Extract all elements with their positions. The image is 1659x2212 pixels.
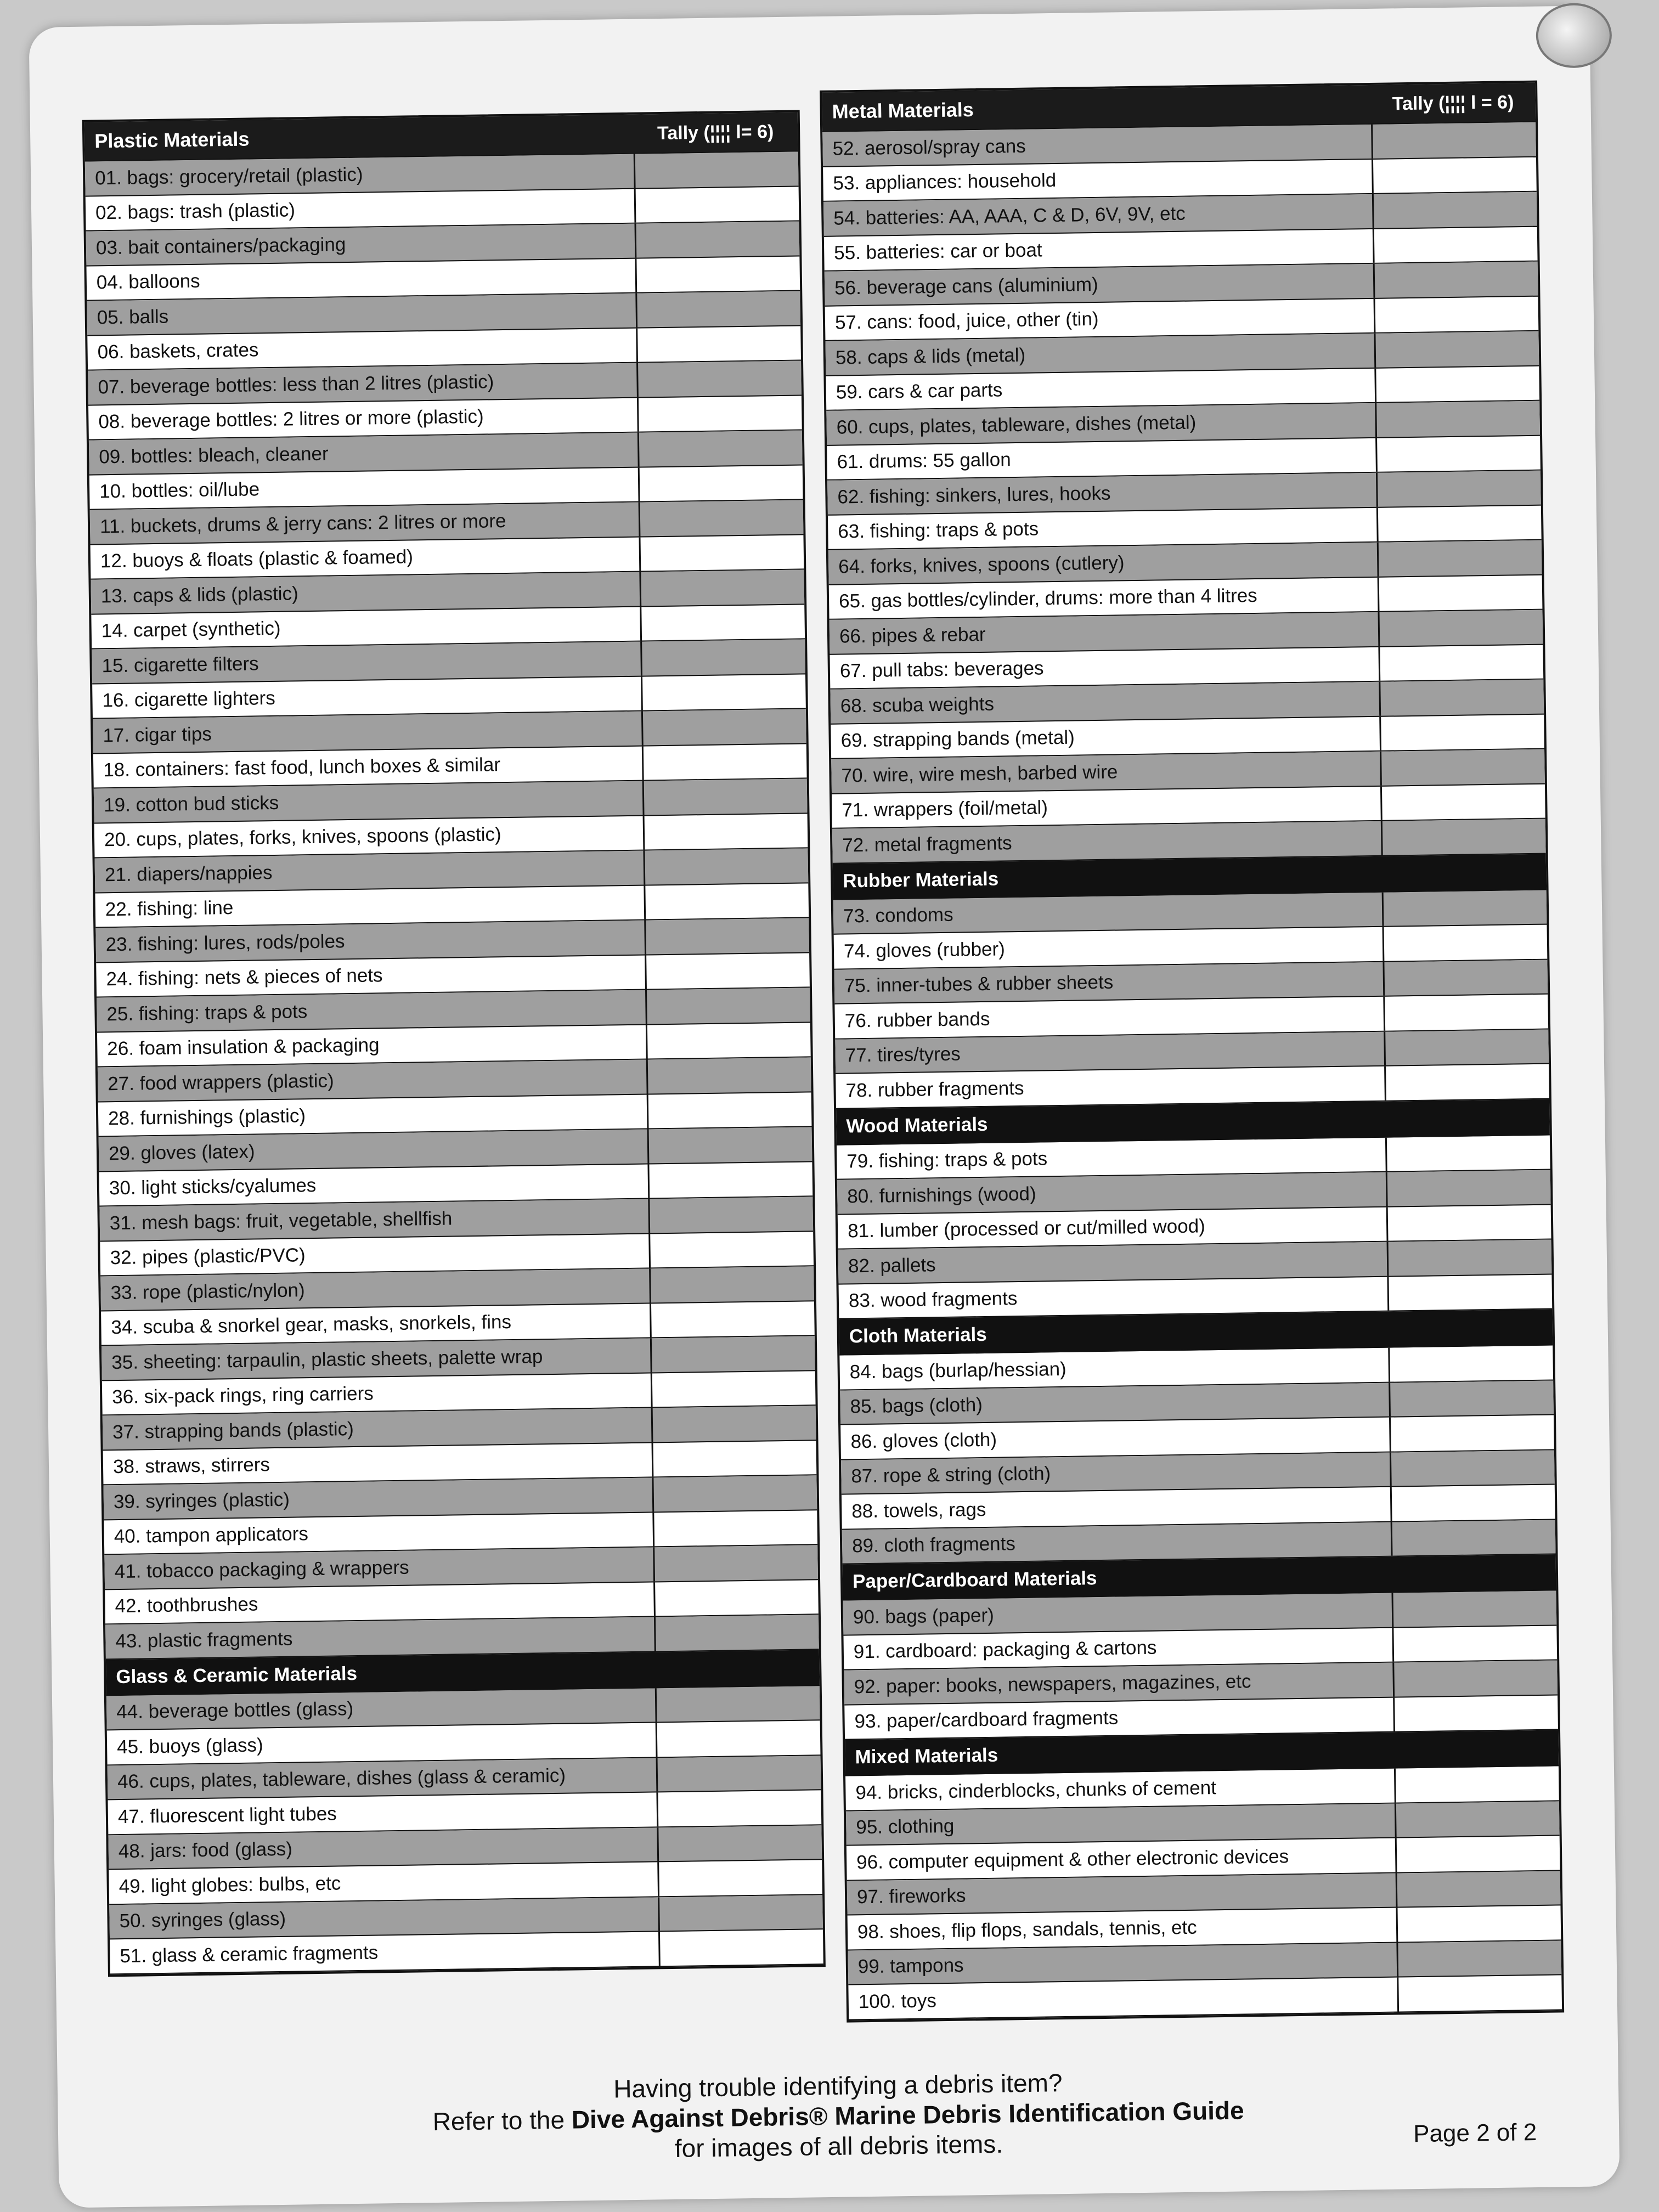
item-label: 06. baskets, crates (97, 339, 259, 363)
item-label: 54. batteries: AA, AAA, C & D, 6V, 9V, etc (833, 202, 1186, 229)
tally-cell[interactable] (634, 187, 799, 223)
tally-cell[interactable] (1390, 1450, 1555, 1486)
tally-cell[interactable] (640, 639, 805, 675)
tally-cell[interactable] (644, 918, 809, 954)
item-label: 81. lumber (processed or cut/milled wood) (847, 1215, 1206, 1242)
tally-cell[interactable] (655, 1686, 820, 1722)
tally-cell[interactable] (641, 674, 806, 710)
tally-cell[interactable] (1374, 331, 1539, 368)
item-label: 33. rope (plastic/nylon) (110, 1279, 305, 1304)
item-label: 85. bags (cloth) (850, 1394, 983, 1418)
tally-cell[interactable] (1396, 1905, 1561, 1942)
item-label: 58. caps & lids (metal) (835, 344, 1026, 369)
item-label: 19. cotton bud sticks (103, 792, 279, 816)
item-label: 71. wrappers (foil/metal) (842, 797, 1048, 821)
tally-cell[interactable] (651, 1406, 816, 1442)
item-label: 52. aerosol/spray cans (832, 135, 1026, 160)
tally-cell[interactable] (1376, 505, 1542, 541)
tally-cell[interactable] (638, 465, 803, 501)
tally-cell[interactable] (656, 1790, 821, 1826)
plastic-header-title: Plastic Materials (94, 127, 250, 153)
item-label: 42. toothbrushes (115, 1593, 258, 1617)
page-number: Page 2 of 2 (1413, 2119, 1537, 2148)
item-label: 75. inner-tubes & rubber sheets (844, 971, 1114, 997)
item-label: 53. appliances: household (833, 170, 1057, 194)
wood-header: Wood Materials (836, 1099, 1550, 1145)
item-label: 62. fishing: sinkers, lures, hooks (837, 482, 1111, 508)
item-label: 74. gloves (rubber) (843, 938, 1006, 962)
tally-cell[interactable] (652, 1510, 817, 1547)
tally-cell[interactable] (1386, 1205, 1551, 1241)
item-label: 88. towels, rags (851, 1498, 986, 1522)
tally-cell[interactable] (647, 1092, 812, 1128)
tally-cell[interactable] (1395, 1836, 1560, 1872)
tally-cell[interactable] (642, 778, 808, 815)
tally-cell[interactable] (651, 1371, 816, 1407)
item-label: 87. rope & string (cloth) (851, 1463, 1051, 1487)
footer-reference-prefix: Refer to the (432, 2105, 572, 2136)
item-label: 39. syringes (plastic) (113, 1488, 290, 1513)
tally-cell[interactable] (1378, 645, 1543, 681)
tally-cell[interactable] (658, 1929, 823, 1966)
item-label: 95. clothing (856, 1815, 955, 1838)
item-label: 02. bags: trash (plastic) (95, 199, 296, 224)
tally-cell[interactable] (1385, 1135, 1550, 1171)
item-label: 11. buckets, drums & jerry cans: 2 litres or more (99, 510, 506, 538)
tally-cell[interactable] (643, 814, 808, 850)
tally-cell[interactable] (1388, 1346, 1553, 1382)
item-label: 45. buoys (glass) (116, 1734, 263, 1758)
tally-cell[interactable] (657, 1860, 822, 1896)
item-label: 20. cups, plates, forks, knives, spoons (plastic) (104, 823, 501, 851)
tally-cell[interactable] (1387, 1274, 1552, 1311)
tally-cell[interactable] (656, 1756, 821, 1792)
item-label: 65. gas bottles/cylinder, drums: more than 4 litres (838, 585, 1257, 612)
item-label: 37. strapping bands (plastic) (112, 1418, 354, 1443)
item-label: 36. six-pack rings, ring carriers (111, 1383, 374, 1408)
item-label: 04. balloons (96, 270, 200, 294)
footer-images-note: for images of all debris items. (674, 2129, 1003, 2163)
tally-cell[interactable] (647, 1127, 812, 1163)
metal-rows (822, 122, 1545, 864)
tally-cell[interactable] (634, 151, 799, 188)
item-label: 76. rubber bands (844, 1008, 990, 1032)
item-label: 61. drums: 55 gallon (837, 449, 1011, 473)
tally-cell[interactable] (646, 1023, 811, 1059)
item-label: 70. wire, wire mesh, barbed wire (841, 761, 1118, 787)
tally-cell[interactable] (1384, 1029, 1549, 1065)
tally-cell[interactable] (637, 396, 802, 432)
item-label: 86. gloves (cloth) (850, 1429, 997, 1453)
tally-cell[interactable] (1380, 784, 1545, 820)
tally-cell[interactable] (1371, 122, 1536, 159)
item-label: 51. glass & ceramic fragments (120, 1942, 379, 1967)
tally-cell[interactable] (1378, 575, 1543, 611)
tally-cell[interactable] (1378, 610, 1543, 646)
item-label: 41. tobacco packaging & wrappers (114, 1556, 409, 1582)
tally-cell[interactable] (1396, 1940, 1561, 1977)
item-label: 31. mesh bags: fruit, vegetable, shellfish (109, 1207, 453, 1234)
item-label: 18. containers: fast food, lunch boxes & similar (103, 754, 501, 781)
tally-sheet (29, 5, 1620, 2208)
footer-question: Having trouble identifying a debris item? (613, 2068, 1063, 2103)
item-label: 03. bait containers/packaging (95, 233, 346, 259)
tally-cell[interactable] (1381, 819, 1546, 855)
tally-cell[interactable] (652, 1475, 817, 1511)
item-label: 79. fishing: traps & pots (847, 1148, 1048, 1172)
tally-cell[interactable] (636, 360, 802, 397)
tally-cell[interactable] (1397, 1975, 1562, 2011)
tally-cell[interactable] (637, 430, 803, 466)
item-label: 63. fishing: traps & pots (838, 518, 1039, 543)
item-label: 44. beverage bottles (glass) (116, 1698, 354, 1723)
item-label: 27. food wrappers (plastic) (108, 1070, 334, 1094)
tally-cell[interactable] (634, 221, 799, 257)
tally-cell[interactable] (652, 1441, 817, 1477)
tally-cell[interactable] (1389, 1415, 1554, 1451)
item-label: 49. light globes: bulbs, etc (119, 1872, 341, 1897)
metal-header-title: Metal Materials (832, 98, 974, 123)
tally-cell[interactable] (653, 1545, 818, 1581)
item-label: 40. tampon applicators (114, 1523, 309, 1548)
item-label: 10. bottles: oil/lube (99, 478, 260, 503)
item-label: 28. furnishings (plastic) (108, 1105, 306, 1130)
tally-cell[interactable] (636, 326, 801, 362)
tally-cell[interactable] (1380, 749, 1545, 786)
tally-cell[interactable] (649, 1266, 814, 1302)
tally-cell[interactable] (1376, 471, 1541, 507)
tally-cell[interactable] (643, 848, 808, 884)
item-label: 92. paper: books, newspapers, magazines, etc (854, 1670, 1251, 1698)
tally-cell[interactable] (1383, 995, 1548, 1031)
item-label: 66. pipes & rebar (839, 623, 986, 647)
item-label: 96. computer equipment & other electronic devices (856, 1846, 1289, 1874)
item-label: 91. cardboard: packaging & cartons (853, 1637, 1157, 1663)
item-label: 97. fireworks (856, 1884, 966, 1908)
item-label: 94. bricks, cinderblocks, chunks of cement (855, 1776, 1217, 1804)
tally-cell[interactable] (1375, 436, 1541, 472)
tally-cell[interactable] (654, 1615, 819, 1651)
rubber-rows (833, 890, 1549, 1109)
tally-cell[interactable] (639, 500, 804, 536)
tally-cell[interactable] (1375, 401, 1540, 437)
tally-header: Tally (¦¦¦¦ l= 6) (657, 121, 774, 144)
paper-header: Paper/Cardboard Materials (843, 1554, 1556, 1600)
tally-cell[interactable] (1379, 680, 1544, 716)
glass-header: Glass & Ceramic Materials (106, 1650, 820, 1696)
tally-cell[interactable] (635, 291, 800, 327)
item-label: 48. jars: food (glass) (118, 1838, 293, 1863)
item-label: 55. batteries: car or boat (834, 239, 1042, 264)
tally-cell[interactable] (1393, 1695, 1558, 1731)
item-label: 73. condoms (843, 904, 953, 927)
item-label: 22. fishing: line (105, 897, 234, 921)
item-label: 46. cups, plates, tableware, dishes (glass & ceramic) (117, 1764, 566, 1793)
tally-cell[interactable] (1391, 1590, 1556, 1627)
item-label: 21. diapers/nappies (104, 861, 273, 886)
tally-cell[interactable] (1383, 960, 1548, 996)
item-label: 35. sheeting: tarpaulin, plastic sheets, palette wrap (111, 1345, 543, 1373)
tally-cell[interactable] (1390, 1485, 1555, 1521)
tally-cell[interactable] (1372, 157, 1537, 193)
right-table (820, 81, 1564, 2022)
tally-cell[interactable] (1377, 540, 1542, 577)
left-table (82, 110, 826, 1976)
tally-header: Tally (¦¦¦¦ l = 6) (1392, 91, 1514, 114)
tally-cell[interactable] (650, 1301, 815, 1338)
tally-cell[interactable] (646, 1057, 811, 1093)
plastic-rows (85, 151, 819, 1659)
item-label: 24. fishing: nets & pieces of nets (106, 964, 383, 990)
item-label: 16. cigarette lighters (102, 687, 275, 712)
tally-cell[interactable] (1386, 1170, 1551, 1206)
item-label: 89. cloth fragments (851, 1533, 1016, 1557)
rope-knot (1536, 3, 1612, 69)
cloth-header: Cloth Materials (839, 1310, 1553, 1356)
tally-cell[interactable] (641, 709, 806, 745)
tally-cell[interactable] (1373, 227, 1538, 263)
item-label: 38. straws, stirrers (112, 1454, 270, 1478)
tally-cell[interactable] (1384, 1064, 1549, 1101)
item-label: 99. tampons (857, 1954, 964, 1978)
item-label: 59. cars & car parts (836, 379, 1003, 403)
item-label: 01. bags: grocery/retail (plastic) (94, 163, 363, 189)
tally-cell[interactable] (1392, 1660, 1558, 1696)
paper-rows (843, 1590, 1558, 1740)
tally-cell[interactable] (653, 1580, 819, 1616)
tally-cell[interactable] (1382, 890, 1547, 926)
tally-cell[interactable] (657, 1825, 822, 1861)
tally-cell[interactable] (645, 953, 810, 989)
tally-cell[interactable] (648, 1197, 813, 1233)
item-label: 05. balls (97, 306, 169, 329)
tally-cell[interactable] (1374, 366, 1539, 402)
tally-cell[interactable] (1389, 1380, 1554, 1417)
tally-cell[interactable] (1373, 262, 1538, 298)
tally-cell[interactable] (1379, 714, 1544, 751)
item-label: 32. pipes (plastic/PVC) (110, 1244, 306, 1269)
item-label: 69. strapping bands (metal) (840, 726, 1075, 752)
item-label: 60. cups, plates, tableware, dishes (metal) (836, 411, 1197, 438)
tally-cell[interactable] (645, 988, 810, 1024)
tally-cell[interactable] (1387, 1240, 1552, 1276)
tally-cell[interactable] (1383, 925, 1548, 961)
item-label: 90. bags (paper) (853, 1604, 995, 1628)
tally-cell[interactable] (642, 744, 807, 780)
item-label: 80. furnishings (wood) (847, 1183, 1036, 1207)
item-label: 07. beverage bottles: less than 2 litres (plastic) (98, 371, 494, 398)
tally-cell[interactable] (644, 883, 809, 919)
item-label: 57. cans: food, juice, other (tin) (834, 308, 1099, 334)
item-label: 67. pull tabs: beverages (839, 657, 1044, 682)
item-label: 15. cigarette filters (101, 653, 259, 677)
item-label: 84. bags (burlap/hessian) (849, 1358, 1066, 1383)
item-label: 72. metal fragments (842, 832, 1012, 856)
item-label: 47. fluorescent light tubes (117, 1803, 337, 1827)
rubber-header: Rubber Materials (833, 854, 1547, 900)
tally-cell[interactable] (1395, 1801, 1560, 1837)
item-label: 13. caps & lids (plastic) (100, 583, 298, 607)
cloth-rows (839, 1346, 1555, 1565)
tally-cell[interactable] (640, 605, 805, 641)
item-label: 98. shoes, flip flops, sandals, tennis, etc (857, 1916, 1197, 1943)
tally-cell[interactable] (658, 1895, 823, 1931)
tally-cell[interactable] (635, 256, 800, 292)
item-label: 34. scuba & snorkel gear, masks, snorkels, fins (111, 1311, 512, 1339)
item-label: 29. gloves (latex) (108, 1141, 255, 1164)
item-label: 93. paper/cardboard fragments (854, 1707, 1119, 1733)
item-label: 26. foam insulation & packaging (107, 1034, 380, 1060)
mixed-header: Mixed Materials (845, 1730, 1559, 1776)
item-label: 17. cigar tips (103, 723, 212, 747)
item-label: 43. plastic fragments (115, 1628, 293, 1652)
tally-cell[interactable] (650, 1336, 815, 1372)
tally-cell[interactable] (648, 1232, 814, 1268)
tally-cell[interactable] (656, 1720, 821, 1757)
tally-cell[interactable] (639, 535, 804, 571)
item-label: 12. buoys & floats (plastic & foamed) (100, 546, 414, 572)
item-label: 56. beverage cans (aluminium) (834, 273, 1098, 299)
mixed-rows (845, 1766, 1562, 2020)
item-label: 100. toys (858, 1990, 937, 2013)
item-label: 25. fishing: traps & pots (106, 1000, 308, 1025)
wood-rows (837, 1135, 1552, 1319)
footer-guide-name: Dive Against Debris® Marine Debris Identification Guide (571, 2096, 1244, 2134)
tally-cell[interactable] (647, 1162, 812, 1198)
glass-rows (106, 1686, 823, 1974)
item-label: 78. rubber fragments (845, 1077, 1024, 1102)
item-label: 23. fishing: lures, rods/poles (105, 930, 345, 956)
item-label: 68. scuba weights (840, 693, 995, 717)
tally-cell[interactable] (1396, 1871, 1561, 1907)
item-label: 30. light sticks/cyalumes (109, 1175, 317, 1199)
tally-cell[interactable] (1372, 192, 1537, 228)
tally-cell[interactable] (1394, 1766, 1559, 1802)
item-label: 64. forks, knives, spoons (cutlery) (838, 552, 1125, 578)
item-label: 77. tires/tyres (845, 1043, 961, 1066)
item-label: 82. pallets (848, 1254, 936, 1277)
item-label: 08. beverage bottles: 2 litres or more (plastic) (98, 405, 484, 433)
item-label: 14. carpet (synthetic) (101, 618, 281, 642)
tally-cell[interactable] (639, 569, 804, 606)
item-label: 09. bottles: bleach, cleaner (99, 443, 329, 468)
item-label: 50. syringes (glass) (119, 1908, 286, 1932)
tally-cell[interactable] (1391, 1520, 1556, 1556)
tally-cell[interactable] (1392, 1626, 1557, 1662)
tally-cell[interactable] (1374, 296, 1539, 332)
item-label: 83. wood fragments (848, 1288, 1018, 1312)
